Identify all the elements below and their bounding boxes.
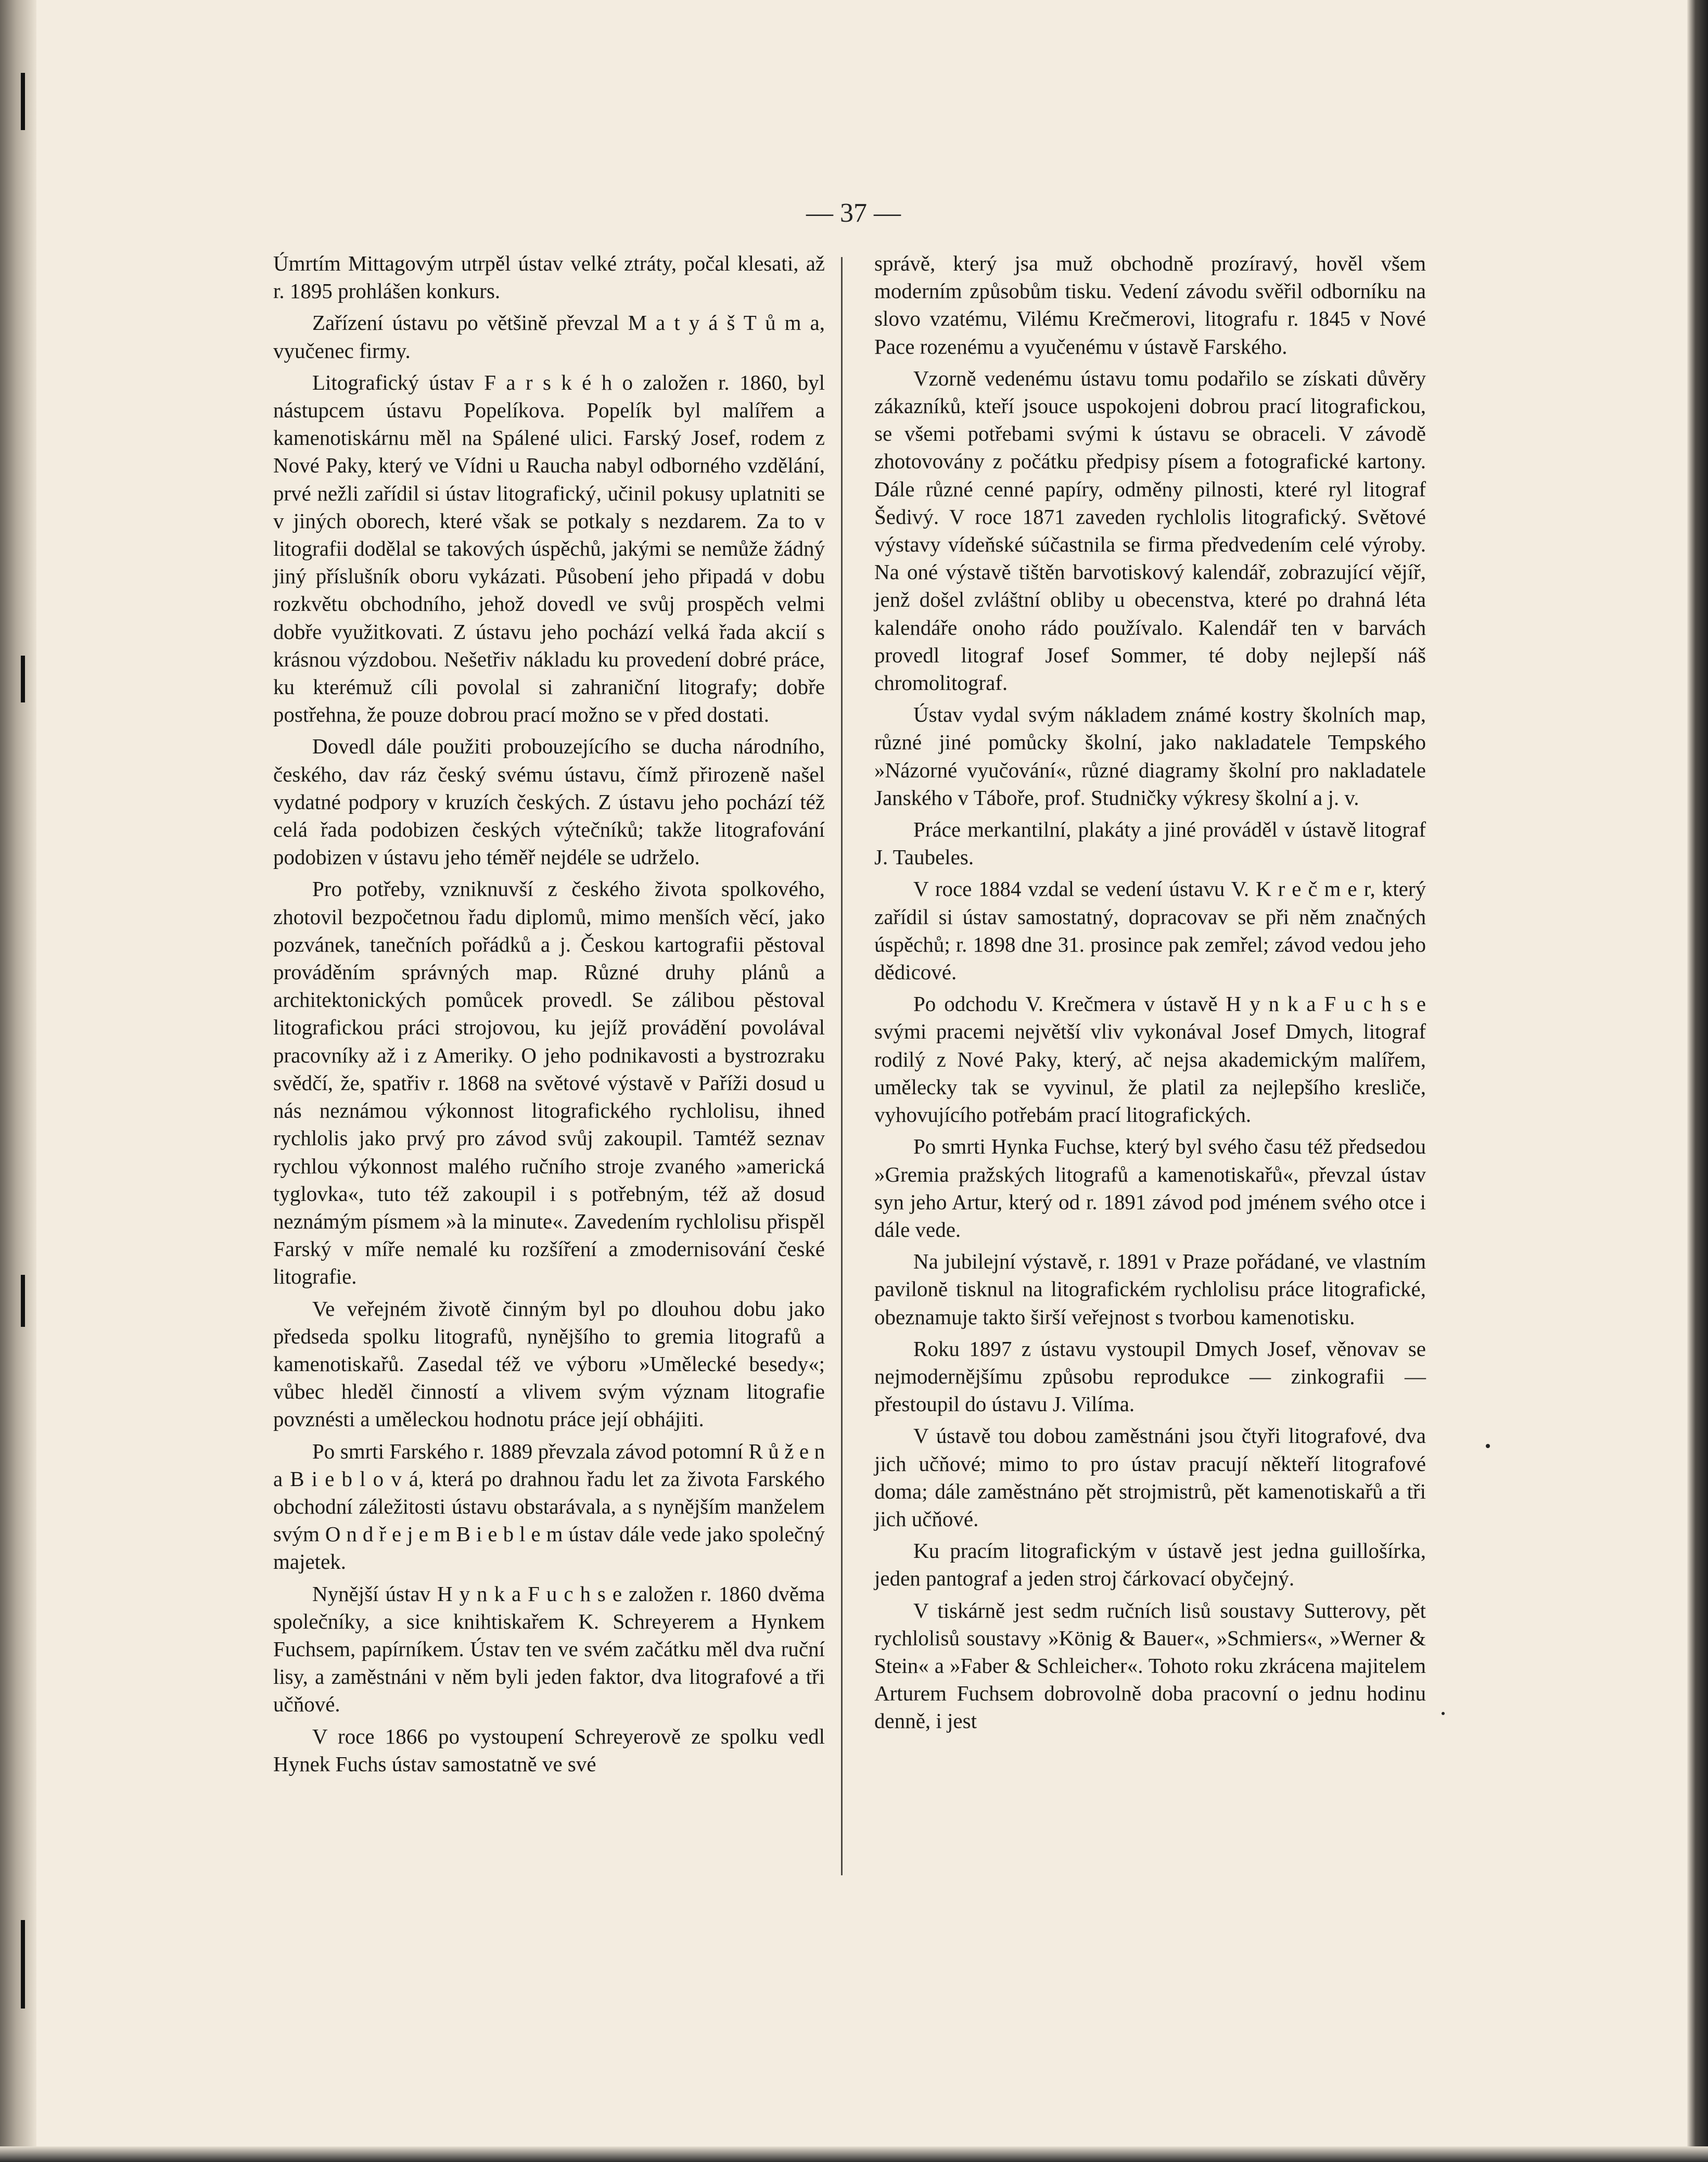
- paragraph: V roce 1884 vzdal se vedení ústavu V. K r e č m e r, který zařídil si ústav samostatný, dopracovav se při něm značných úspěchů; r. 1898 dne 31. prosince pak zemřel; závod vedou jeho dědicové.: [874, 877, 1426, 984]
- binding-mark: [21, 1275, 25, 1327]
- paragraph: Roku 1897 z ústavu vystoupil Dmych Josef, věnovav se nejmodernějšímu způsobu reprodukce — zinkografii — přestoupil do ústavu J. Vilíma.: [874, 1336, 1426, 1416]
- page-bottom-edge: [0, 2146, 1708, 2162]
- paragraph: Ústav vydal svým nákladem známé kostry školních map, různé jiné pomůcky školní, jako nakladatele Tempského »Názorné vyučování«, různé diagramy školní pro nakladatele Janského v Táboře, prof. Studničky výkresy školní a j. v.: [874, 702, 1426, 810]
- column-divider: [841, 257, 843, 1875]
- paragraph: správě, který jsa muž obchodně prozíravý, hověl všem moderním způsobům tisku. Vedení závodu svěřil odborníku na slovo vzatému, Vilému Krečmerovi, litografu r. 1845 v Nové Pace rozenému a vyučenému v ústavě Farského.: [874, 251, 1426, 359]
- paragraph: Nynější ústav H y n k a F u c h s e založen r. 1860 dvěma společníky, a sice knihtiskařem K. Schreyerem a Hynkem Fuchsem, papírníkem. Ústav ten ve svém začátku měl dva ruční lisy, a zaměstnáni v něm byli jeden faktor, dva litografové a tři učňové.: [273, 1581, 825, 1717]
- paragraph: Na jubilejní výstavě, r. 1891 v Praze pořádané, ve vlastním pavilonĕ tisknul na litografickém rychlolisu práce litografické, obeznamuje takto širší veřejnost s tvorbou kamenotisku.: [874, 1249, 1426, 1329]
- page-edge: [1687, 0, 1708, 2162]
- page-number: — 37 —: [806, 198, 901, 228]
- ink-speck: [1442, 1712, 1445, 1715]
- paragraph: Práce merkantilní, plakáty a jiné prováděl v ústavě litograf J. Taubeles.: [874, 817, 1426, 869]
- right-column: [874, 250, 1426, 1739]
- binding-mark: [21, 656, 25, 702]
- paragraph: V ústavě tou dobou zaměstnáni jsou čtyři litografové, dva jich učňové; mimo to pro ústav pracují někteří litografové doma; dále zaměstnáno pět strojmistrů, pět kamenotiskařů a tři jich učňové.: [874, 1424, 1426, 1531]
- paragraph: Dovedl dále použiti probouzejícího se ducha národního, českého, dav ráz český svému ústavu, čímž přirozeně našel vydatné podpory v kruzích českých. Z ústavu jeho pochází též celá řada podobizen českých výtečníků; takže litografování podobizen v ústavu jeho téměř nejdéle se udrželo.: [273, 734, 825, 869]
- left-column: [273, 250, 825, 1782]
- binding-shadow: [0, 0, 36, 2162]
- paragraph: Po smrti Hynka Fuchse, který byl svého času též předsedou »Gremia pražských litografů a kamenotiskařů«, převzal ústav syn jeho Artur, který od r. 1891 závod pod jménem svého otce i dále vede.: [874, 1134, 1426, 1242]
- paragraph: V roce 1866 po vystoupení Schreyerově ze spolku vedl Hynek Fuchs ústav samostatně ve své: [273, 1724, 825, 1776]
- paragraph: Ve veřejném životě činným byl po dlouhou dobu jako předseda spolku litografů, nynějšího to gremia litografů a kamenotiskařů. Zasedal též ve výboru »Umělecké besedy«; vůbec hleděl činností a vlivem svým význam litografie povznésti a uměleckou hodnotu práce její obhájiti.: [273, 1296, 825, 1431]
- binding-mark: [21, 1920, 25, 2009]
- paragraph: Po odchodu V. Krečmera v ústavě H y n k a F u c h s e svými pracemi největší vliv vykonával Josef Dmych, litograf rodilý z Nové Paky, který, ač nejsa akademickým malířem, umělecky tak se vyvinul, že platil za nejlepšího kresliče, vyhovujícího potřebám prací litografických.: [874, 992, 1426, 1127]
- paragraph: Po smrti Farského r. 1889 převzala závod potomní R ů ž e n a B i e b l o v á, která po drahnou řadu let za života Farského obchodní záležitosti ústavu obstarávala, a s nynějším manželem svým O n d ř e j e m B i e b l e m ústav dále vede jako společný majetek.: [273, 1439, 825, 1574]
- paragraph: Litografický ústav F a r s k é h o založen r. 1860, byl nástupcem ústavu Popelíkova. Popelík byl malířem a kamenotiskárnu měl na Spálené ulici. Farský Josef, rodem z Nové Paky, který ve Vídni u Raucha nabyl odborného vzdělání, prvé nežli zařídil si ústav litografický, učinil pokusy uplatniti se v jiných oborech, které však se potkaly s nezdarem. Za to v litografii dodělal se takových úspěchů, jakými se nemůže žádný jiný příslušník oboru vykázati. Působení jeho připadá v dobu rozkvětu obchodního, jehož dovedl ve svůj prospěch velmi dobře využitkovati. Z ústavu jeho pochází velká řada akcií s krásnou výzdobou. Nešetřiv nákladu ku provedení dobré práce, ku kterémuž cíli povolal si zahraniční litografy; dobře postřehna, že pouze dobrou prací možno se v před dostati.: [273, 370, 825, 727]
- paragraph: V tiskárně jest sedm ručních lisů soustavy Sutterovy, pět rychlolisů soustavy »König & Bauer«, »Schmiers«, »Werner & Stein« a »Faber & Schleicher«. Tohoto roku zkrácena majitelem Arturem Fuchsem dobrovolně doba pracovní o jednu hodinu denně, i jest: [874, 1598, 1426, 1733]
- paragraph: Ku pracím litografickým v ústavě jest jedna guillošírka, jeden pantograf a jeden stroj čárkovací obyčejný.: [874, 1539, 1426, 1591]
- ink-speck: [1486, 1444, 1490, 1448]
- binding-mark: [21, 73, 25, 130]
- paragraph: Úmrtím Mittagovým utrpěl ústav velké ztráty, počal klesati, až r. 1895 prohlášen konkurs.: [273, 251, 825, 303]
- paragraph: Pro potřeby, vzniknuvší z českého života spolkového, zhotovil bezpočetnou řadu diplomů, mimo menších věcí, jako pozvánek, tanečních pořádků a j. Českou kartografii pěstoval prováděním správných map. Různé druhy plánů a architektonických pomůcek provedl. Se zálibou pěstoval litografickou práci strojovou, ku jejíž provádění povolával pracovníky až i z Ameriky. O jeho podnikavosti a bystrozraku svědčí, že, spatřiv r. 1868 na světové výstavě v Paříži dosud u nás neznámou výkonnost litografického rychlolisu, ihned rychlolis jako prvý pro závod svůj zakoupil. Tamtéž seznav rychlou výkonnost malého ručního stroje zvaného »americká tyglovka«, tuto též zakoupil i s potřebným, též až dosud neznámým písmem »à la minute«. Zavedením rychlolisu přispěl Farský v míře nemalé ku rozšíření a zmodernisování české litografie.: [273, 877, 825, 1289]
- paragraph: Vzorně vedenému ústavu tomu podařilo se získati důvěry zákazníků, kteří jsouce uspokojeni dobrou prací litografickou, se všemi potřebami svými k ústavu se obraceli. V závodě zhotovovány z počátku předpisy písem a fotografické kartony. Dále různé cenné papíry, odměny pilnosti, které ryl litograf Šedivý. V roce 1871 zaveden rychlolis litografický. Světové výstavy vídeňské súčastnila se firma předvedením celé výroby. Na oné výstavě tištěn barvotiskový kalendář, zobrazující vějíř, jenž došel zvláštní obliby u obecenstva, které po drahná léta kalendáře onoho rádo používalo. Kalendář ten v barvách provedl litograf Josef Sommer, té doby nejlepší náš chromolitograf.: [874, 366, 1426, 695]
- paragraph: Zařízení ústavu po většině převzal M a t y á š T ů m a, vyučenec firmy.: [273, 311, 825, 363]
